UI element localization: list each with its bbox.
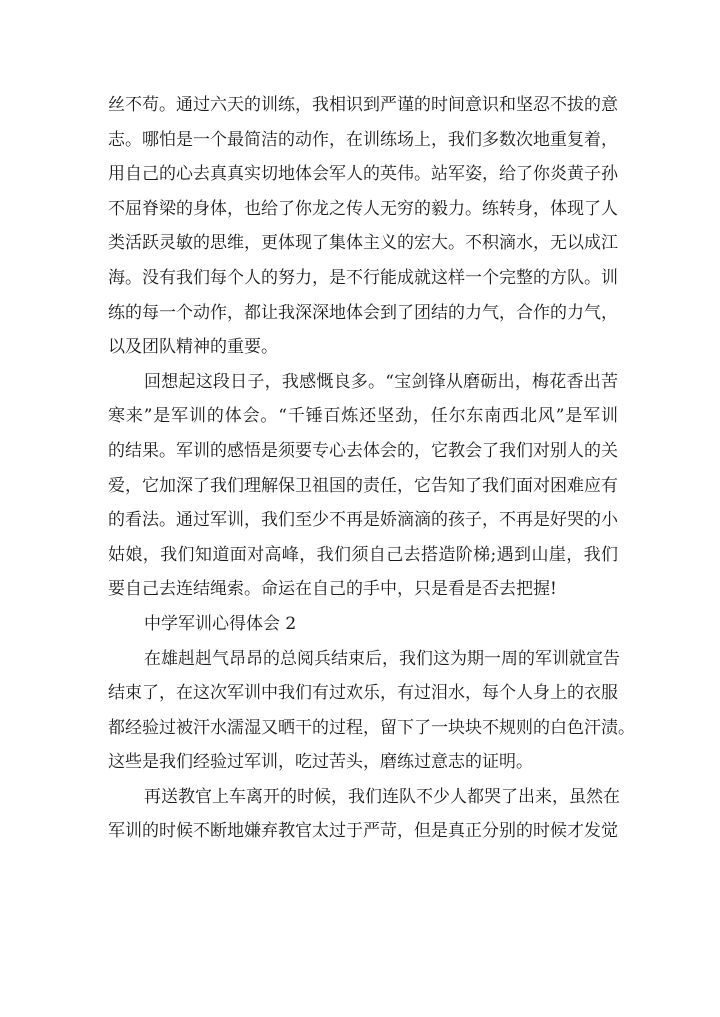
paragraph-line: 回想起这段日子，我感慨良多。“宝剑锋从磨砺出，梅花香出苦 [144,371,618,392]
paragraph-line: 都经验过被汗水濡湿又晒干的过程，留下了一块块不规则的白色汗渍。 [108,717,635,738]
paragraph-line: 类活跃灵敏的思维，更体现了集体主义的宏大。不积滴水，无以成江 [108,233,618,254]
paragraph-line: 用自己的心去真真实切地体会军人的英伟。站军姿，给了你炎黄子孙 [108,164,618,185]
paragraph-line: 的看法。通过军训，我们至少不再是娇滴滴的孩子，不再是好哭的小 [108,510,618,531]
paragraph-line: 在雄赳赳气昂昂的总阅兵结束后，我们这为期一周的军训就宣告 [144,648,620,669]
paragraph-line: 丝不苟。通过六天的训练，我相识到严谨的时间意识和坚忍不拔的意 [108,95,618,115]
paragraph-line: 志。哪怕是一个最简洁的动作，在训练场上，我们多数次地重复着， [108,129,618,150]
paragraph-line: 军训的时候不断地嫌弃教官太过于严苛，但是真正分别的时候才发觉 [108,821,618,842]
paragraph-line: 以及团队精神的重要。 [108,337,278,358]
paragraph-line: 这些是我们经验过军训，吃过苦头，磨练过意志的证明。 [108,752,533,773]
paragraph-line: 爱，它加深了我们理解保卫祖国的责任，它告知了我们面对困难应有 [108,475,618,496]
paragraph-line: 海。没有我们每个人的努力，是不行能成就这样一个完整的方队。训 [108,267,618,288]
paragraph-line: 姑娘，我们知道面对高峰，我们须自己去搭造阶梯;遇到山崖，我们 [108,544,618,565]
paragraph-line: 再送教官上车离开的时候，我们连队不少人都哭了出来，虽然在 [144,786,620,807]
paragraph-line: 不屈脊梁的身体，也给了你龙之传人无穷的毅力。练转身，体现了人 [108,198,618,219]
paragraph-line: 要自己去连结绳索。命运在自己的手中，只是看是否去把握! [108,579,557,600]
section-heading: 中学军训心得体会 2 [144,613,297,634]
paragraph-line: 寒来”是军训的体会。“千锤百炼还坚劲，任尔东南西北风”是军训 [108,406,618,427]
document-body [108,88,635,849]
paragraph-line: 的结果。军训的感悟是须要专心去体会的，它教会了我们对别人的关 [108,440,618,461]
paragraph-line: 练的每一个动作，都让我深深地体会到了团结的力气，合作的力气， [108,302,618,323]
paragraph-line: 结束了，在这次军训中我们有过欢乐，有过泪水，每个人身上的衣服 [108,683,618,704]
